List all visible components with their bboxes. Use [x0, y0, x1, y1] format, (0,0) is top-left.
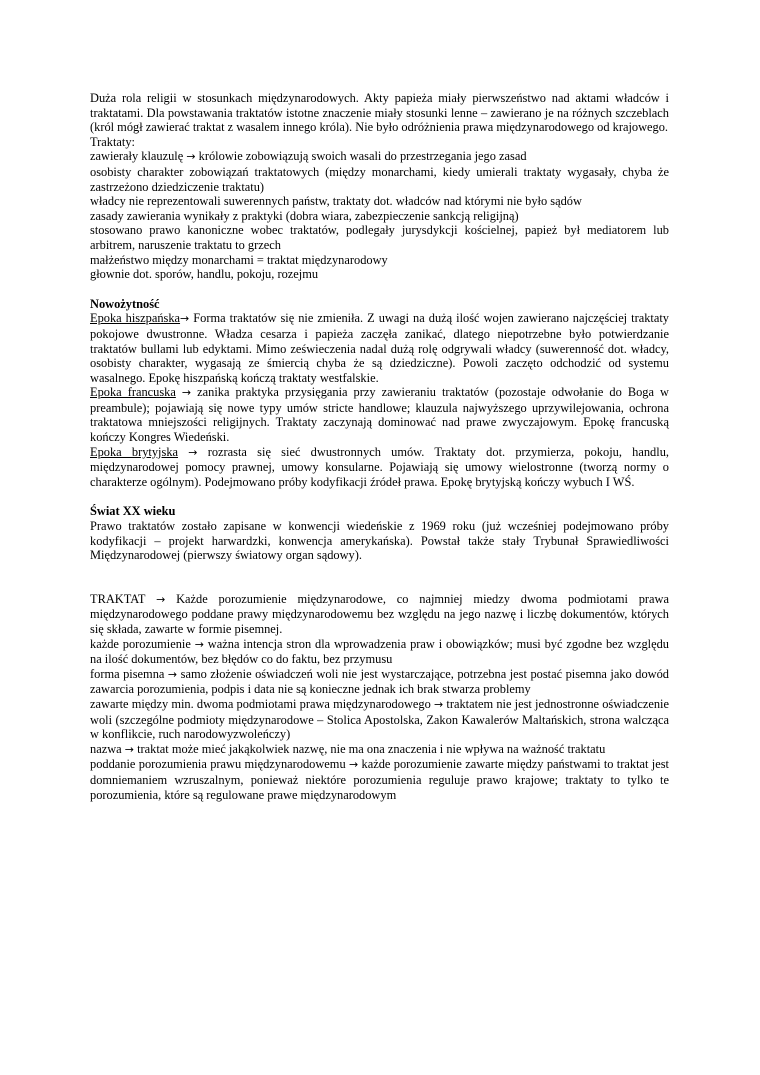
arrow-icon: →	[348, 758, 359, 772]
arrow-icon: →	[124, 742, 134, 756]
epoka-hiszpanska-paragraph: Epoka hiszpańska→ Forma traktatów się nie zmieniła. Z uwagi na dużą ilość wojen zawierano najczęściej traktaty pokojowe dwustronne. Władza cesarza i papieża zaczęła zanikać, dlatego niepotrzebne było potwierdzanie traktatów bullami lub edyktami. Mimo ześwieczenia nadal dużą rolę odgrywali władcy (suwerenność dot. władcy, osobisty charakter, wygasają ze śmiercią chyba że są dziedziczne). Powoli zaczęto odchodzić od systemu wasalnego. Epokę hiszpańską kończą traktaty westfalskie.	[90, 311, 669, 385]
document-page	[90, 91, 669, 802]
spacer	[90, 282, 669, 297]
epoka-brytyjska-paragraph: Epoka brytyjska → rozrasta się sieć dwustronnych umów. Traktaty dot. przymierza, pokoju, handlu, międzynarodowej pomocy prawnej, umowy konsularne. Pojawiają się umowy wielostronne (tworzą normy o charakterze ogólnym). Podejmowano próby kodyfikacji źródeł prawa. Epokę brytyjską kończy wybuch I WŚ.	[90, 444, 669, 489]
intro-line-2: osobisty charakter zobowiązań traktatowych (między monarchami, kiedy umierali traktaty wygasały, chyba że zastrzeżono dziedziczenie traktatu)	[90, 164, 669, 194]
arrow-icon: →	[167, 667, 178, 681]
traktat-item-poddanie: poddanie porozumienia prawu międzynarodowemu → każde porozumienie zawarte między państwami to traktat jest domniemaniem wzruszalnym, ponieważ niektóre porozumienia reguluje prawo krajowe; traktaty to tylko te porozumienia, które są regulowane prawe międzynarodowym	[90, 757, 669, 802]
intro-line-7: głownie dot. sporów, handlu, pokoju, rozejmu	[90, 267, 319, 282]
intro-line-3: władcy nie reprezentowali suwerennych państw, traktaty dot. władców nad którymi nie było sądów	[90, 194, 582, 209]
traktat-item-forma: forma pisemna → samo złożenie oświadczeń woli nie jest wystarczające, potrzebna jest postać pisemna jako dowód zawarcia porozumienia, podpis i data nie są konieczne jednak ich brak stwarza problemy	[90, 666, 669, 697]
epoka-hiszpanska-label: Epoka hiszpańska	[90, 311, 181, 326]
epoka-brytyjska-label: Epoka brytyjska	[90, 444, 179, 459]
traktat-item-podmioty: zawarte między min. dwoma podmiotami prawa międzynarodowego → traktatem nie jest jednostronne oświadczenie woli (szczególne podmioty międzynarodowe – Stolica Apostolska, Zakon Kawalerów Maltańskich, strona walcząca w konflikcie, ruch narodowyzwoleńczy)	[90, 696, 669, 742]
traktat-item-porozumienie: każde porozumienie → ważna intencja stron dla wprowadzenia praw i obowiązków; musi być zgodne bez względu na ilość dokumentów, bez błędów co do faktu, bez przymusu	[90, 636, 669, 667]
heading-nowozytnosc: Nowożytność	[90, 296, 160, 311]
arrow-icon: →	[181, 386, 192, 400]
arrow-icon: →	[156, 592, 166, 606]
arrow-icon: →	[433, 697, 444, 711]
traktat-definition: TRAKTAT → Każde porozumienie międzynarodowe, co najmniej miedzy dwoma podmiotami prawa międzynarodowego poddane prawy międzynarodowemu bez względu na jego nazwę i liczbę dokumentów, których się składa, zawarte w formie pisemnej.	[90, 591, 669, 636]
arrow-icon: →	[194, 637, 204, 651]
intro-paragraph: Duża rola religii w stosunkach międzynarodowych. Akty papieża miały pierwszeństwo nad aktami władców i traktatami. Dla powstawania traktatów istotne znaczenie miały stosunki lenne – zawierano je na różnych szczeblach (król mógł zawierać traktat z wasalem innego króla). Nie było odróżnienia prawa międzynarodowego od krajowego.	[90, 91, 669, 135]
arrow-icon: →	[188, 445, 198, 459]
traktat-item-nazwa: nazwa → traktat może mieć jakąkolwiek nazwę, nie ma ona znaczenia i nie wpływa na ważność traktatu	[90, 741, 606, 756]
arrow-icon: →	[186, 150, 196, 164]
intro-line-1: zawierały klauzulę → królowie zobowiązują swoich wasali do przestrzegania jego zasad	[90, 149, 527, 164]
intro-line-4: zasady zawierania wynikały z praktyki (dobra wiara, zabezpieczenie sankcją religijną)	[90, 208, 519, 223]
spacer	[90, 489, 669, 504]
epoka-francuska-paragraph: Epoka francuska → zanika praktyka przysięgania przy zawieraniu traktatów (pozostaje odwołanie do Boga w preambule); pojawiają się nowe typy umów stricte handlowe; klauzula najwyższego uprzywilejowania, ochrona traktatowa mniejszości religijnych. Traktaty zaczynają dominować nad prawe zwyczajowym. Epokę francuską kończy Kongres Wiedeński.	[90, 385, 669, 445]
intro-line-5: stosowano prawo kanoniczne wobec traktatów, podlegały jurysdykcji kościelnej, papież był mediatorem lub arbitrem, naruszenie traktatu to grzech	[90, 223, 669, 252]
traktaty-label: Traktaty:	[90, 134, 135, 149]
arrow-icon: →	[180, 312, 190, 326]
heading-swiat-xx-wieku: Świat XX wieku	[90, 504, 176, 519]
spacer	[90, 563, 669, 592]
epoka-francuska-label: Epoka francuska	[90, 385, 176, 400]
intro-line-6: małżeństwo między monarchami = traktat międzynarodowy	[90, 252, 388, 267]
xx-paragraph: Prawo traktatów zostało zapisane w konwencji wiedeńskie z 1969 roku (już wcześniej podejmowano próby kodyfikacji – projekt harwardzki, konwencja amerykańska). Powstał także stały Trybunał Sprawiedliwości Międzynarodowej (pierwszy światowy organ sądowy).	[90, 519, 669, 563]
